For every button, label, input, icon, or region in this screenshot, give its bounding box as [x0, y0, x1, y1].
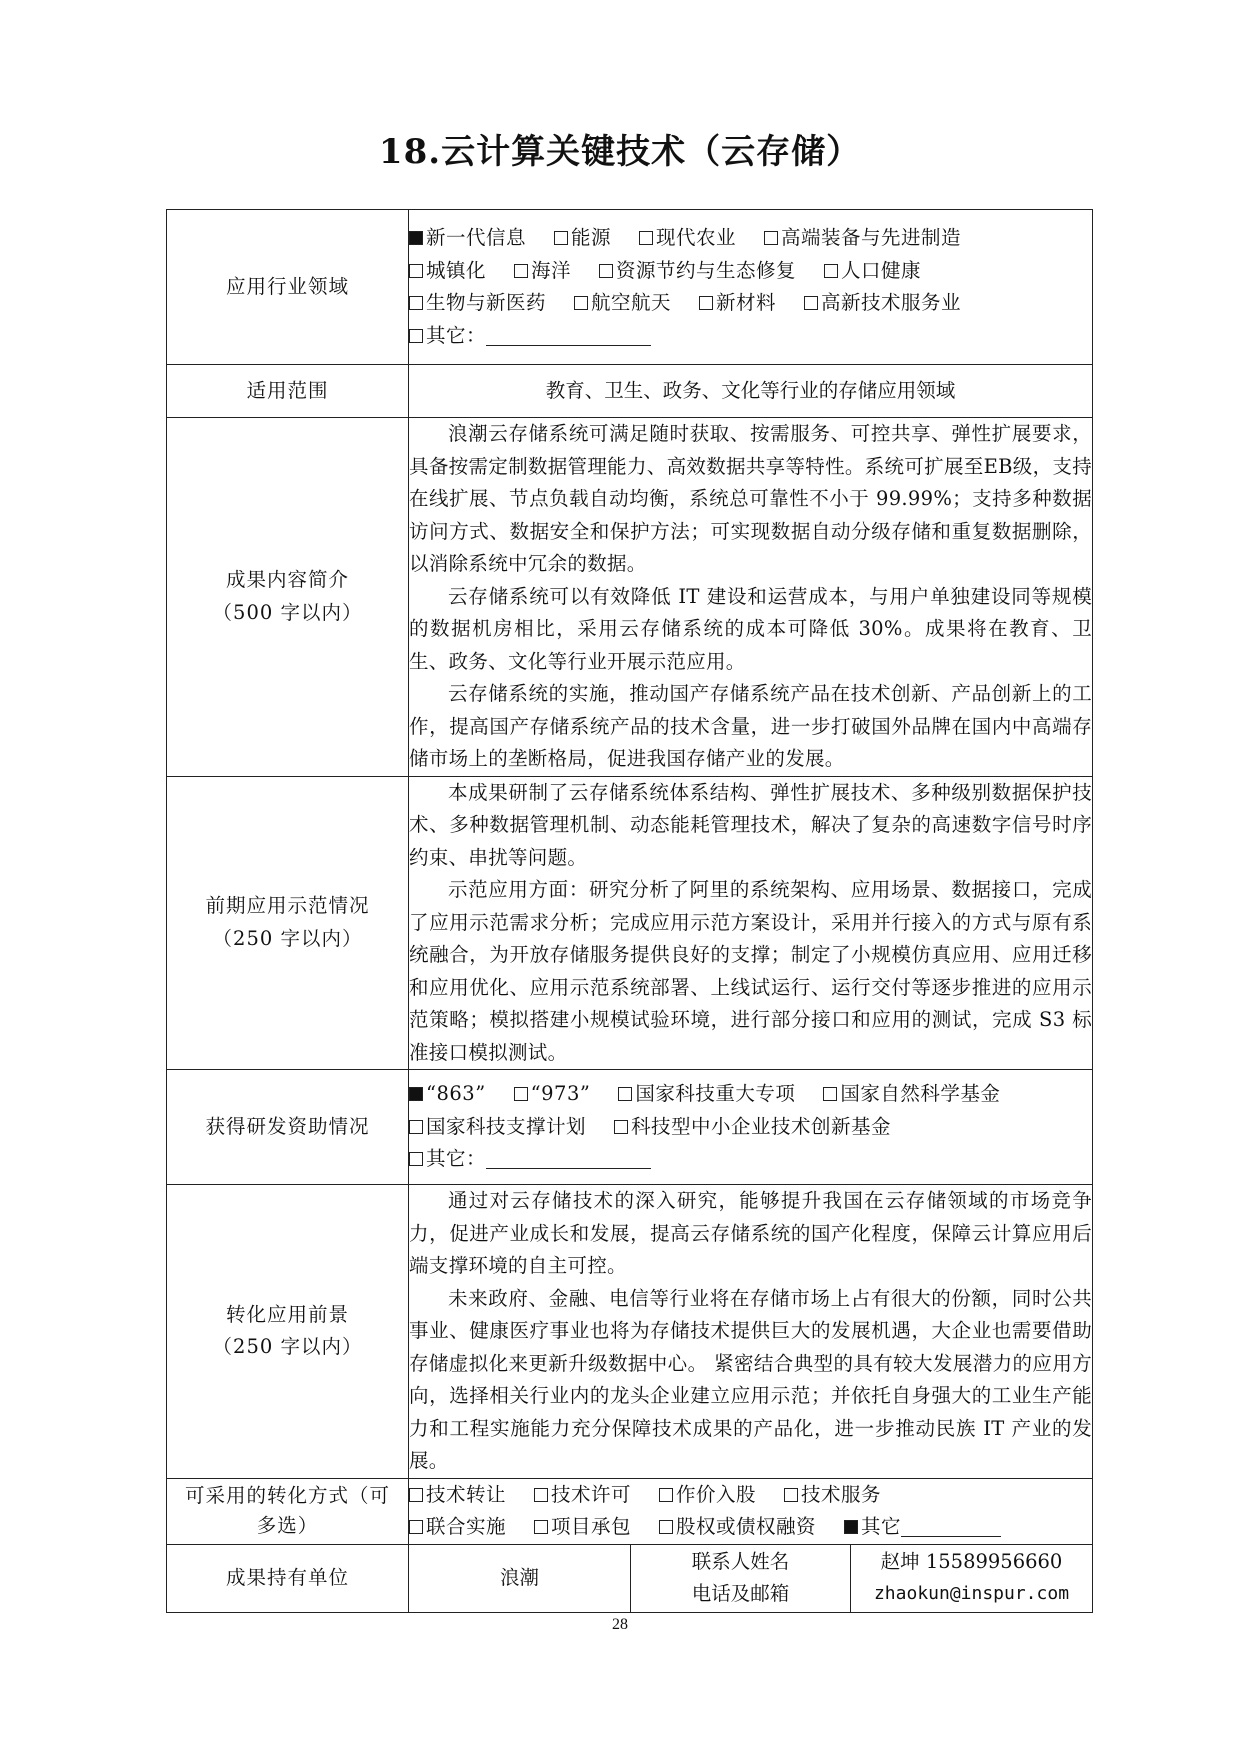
checkbox-option[interactable] [409, 1511, 506, 1544]
summary-label-cell [167, 418, 409, 777]
contact-value-cell [851, 1544, 1093, 1612]
checkbox-option[interactable] [534, 1511, 631, 1544]
contact-phone-label: 电话及邮箱 [691, 1582, 790, 1605]
demo-label-cell [167, 776, 409, 1070]
demo-sublabel: （250 字以内） [212, 926, 363, 950]
prospect-row [167, 1185, 1093, 1479]
scope-value: 教育、卫生、政务、文化等行业的存储应用领域 [409, 365, 1093, 418]
checkbox-label: 科技型中小企业技术创新基金 [631, 1114, 892, 1138]
industry-options [409, 210, 1093, 365]
checkbox[interactable] [514, 264, 528, 278]
other-blank[interactable] [901, 1514, 1001, 1537]
checkbox[interactable] [534, 1520, 548, 1534]
checkbox[interactable] [639, 231, 653, 245]
contact-name-label: 联系人姓名 [691, 1549, 790, 1573]
checkbox-option[interactable] [639, 222, 736, 255]
checkbox[interactable] [554, 231, 568, 245]
prospect-paragraph: 通过对云存储技术的深入研究，能够提升我国在云存储领域的市场竞争力，促进产业成长和发展，提高云存储系统的国产化程度，保障云计算应用后端支撑环境的自主可控。 [409, 1189, 1093, 1277]
industry-other-label: 其它： [426, 323, 487, 347]
checkbox-label: “973” [530, 1082, 591, 1106]
checkbox[interactable] [599, 264, 613, 278]
other-checkbox[interactable] [409, 329, 423, 343]
checkbox-label: 航空航天 [591, 291, 672, 314]
checkbox-option[interactable] [514, 1078, 591, 1111]
holder-row [167, 1544, 1093, 1612]
checkbox-option[interactable] [514, 255, 571, 288]
demo-row [167, 776, 1093, 1070]
checkbox[interactable] [659, 1488, 673, 1502]
checkbox-label: 技术许可 [551, 1482, 632, 1506]
summary-paragraph: 云存储系统的实施，推动国产存储系统产品在技术创新、产品创新上的工作，提高国产存储系统产品的技术含量，进一步打破国外品牌在国内中高端存储市场上的垄断格局，促进我国存储产业的发展。 [409, 682, 1093, 770]
checkbox[interactable] [804, 296, 818, 310]
checkbox-label: 生物与新医药 [426, 291, 547, 314]
checkbox[interactable] [824, 264, 838, 278]
demo-text [409, 776, 1093, 1070]
checkbox[interactable] [823, 1087, 837, 1101]
checkbox-option[interactable] [574, 287, 671, 320]
option-line [409, 1511, 1092, 1544]
prospect-label: 转化应用前景 [225, 1302, 349, 1326]
checkbox-option[interactable] [823, 1078, 1000, 1111]
checkbox-option[interactable] [409, 1111, 586, 1144]
summary-paragraph: 浪潮云存储系统可满足随时获取、按需服务、可控共享、弹性扩展要求，具备按需定制数据管理能力、高效数据共享等特性。系统可扩展至EB级，支持在线扩展、节点负载自动均衡，系统总可靠性不小于 99.99%；支持多种数据访问方式、数据安全和保护方法；可实现数据自动分级存储和重复数据删除，以消除系统中冗余的数据。 [409, 422, 1093, 575]
checkbox-label: 作价入股 [676, 1482, 757, 1506]
page-title: 18.云计算关键技术（云存储） [378, 132, 862, 172]
checkbox-label: 人口健康 [841, 258, 922, 282]
checkbox-label: “863” [426, 1082, 486, 1106]
checkbox-label: 资源节约与生态修复 [616, 258, 797, 282]
industry-option-lines [409, 222, 1092, 320]
checkbox-option[interactable] [824, 255, 921, 288]
checkbox-label: 海洋 [531, 258, 572, 282]
scope-label: 适用范围 [167, 365, 409, 418]
checkbox-option[interactable] [534, 1479, 631, 1512]
funding-options [409, 1070, 1093, 1185]
contact-name-phone: 赵坤 15589956660 [880, 1549, 1063, 1573]
prospect-paragraph: 未来政府、金融、电信等行业将在存储市场上占有很大的份额，同时公共事业、健康医疗事业也将为存储技术提供巨大的发展机遇，大企业也需要借助存储虚拟化来更新升级数据中心。 紧密结合典型的具有较大发展潜力的应用方向，选择相关行业内的龙头企业建立应用示范；并依托自身强大的工业生产能力和工程实施能力充分保障技术成果的产品化，进一步推动民族 IT 产业的发展。 [409, 1286, 1093, 1472]
checkbox[interactable] [409, 1120, 423, 1134]
prospect-label-cell [167, 1185, 409, 1479]
checkbox[interactable] [614, 1120, 628, 1134]
transfer-row [167, 1478, 1093, 1544]
checkbox-label: 能源 [571, 226, 612, 249]
summary-paragraph: 云存储系统可以有效降低 IT 建设和运营成本，与用户单独建设同等规模的数据机房相比，采用云存储系统的成本可降低 30%。成果将在教育、卫生、政务、文化等行业开展示范应用。 [409, 584, 1093, 673]
summary-label: 成果内容简介 [225, 568, 349, 592]
summary-sublabel: （500 字以内） [212, 600, 363, 624]
checkbox[interactable] [409, 1488, 423, 1502]
checked-checkbox[interactable] [409, 231, 423, 245]
option-line [409, 222, 1092, 255]
checkbox-option[interactable] [844, 1511, 1001, 1544]
checkbox-option[interactable] [764, 222, 961, 255]
demo-paragraph: 示范应用方面：研究分析了阿里的系统架构、应用场景、数据接口，完成了应用示范需求分析；完成应用示范方案设计，采用并行接入的方式与原有系统融合，为开放存储服务提供良好的支撑；制定了小规模仿真应用、应用迁移和应用优化、应用示范系统部署、上线试运行、运行交付等逐步推进的应用示范策略；模拟搭建小规模试验环境，进行部分接口和应用的测试，完成 S3 标准接口模拟测试。 [409, 878, 1093, 1064]
checkbox-label: 新一代信息 [426, 226, 527, 249]
checkbox-option[interactable] [659, 1479, 756, 1512]
funding-option-lines [409, 1078, 1092, 1143]
checkbox[interactable] [618, 1087, 632, 1101]
industry-other-blank[interactable] [486, 323, 651, 346]
checkbox[interactable] [699, 296, 713, 310]
contact-email: zhaokun@inspur.com [873, 1583, 1070, 1604]
checkbox-label: 现代农业 [656, 226, 737, 249]
checkbox[interactable] [409, 296, 423, 310]
funding-label: 获得研发资助情况 [167, 1070, 409, 1185]
achievement-form-table [166, 209, 1093, 1613]
checkbox-option[interactable] [409, 255, 486, 288]
checkbox-option[interactable] [554, 222, 611, 255]
checkbox-option[interactable] [409, 222, 526, 255]
transfer-option-lines [409, 1479, 1092, 1544]
option-line [409, 1111, 1092, 1144]
prospect-text [409, 1185, 1093, 1479]
industry-other-line [409, 320, 1092, 353]
funding-other-line [409, 1143, 1092, 1176]
contact-label-cell [631, 1544, 851, 1612]
checkbox[interactable] [409, 1520, 423, 1534]
checkbox-label: 股权或债权融资 [676, 1515, 817, 1538]
checkbox-option[interactable] [618, 1078, 795, 1111]
checkbox-option[interactable] [699, 287, 776, 320]
checkbox-label: 城镇化 [426, 258, 487, 282]
checkbox-label: 国家科技重大专项 [635, 1082, 796, 1106]
industry-row [167, 210, 1093, 365]
checkbox[interactable] [574, 296, 588, 310]
holder-value: 浪潮 [409, 1544, 631, 1612]
checkbox-option[interactable] [614, 1111, 891, 1144]
checkbox-label: 国家科技支撑计划 [426, 1114, 587, 1138]
checkbox[interactable] [514, 1087, 528, 1101]
transfer-label: 可采用的转化方式（可多选） [167, 1478, 409, 1544]
checkbox[interactable] [409, 264, 423, 278]
transfer-options [409, 1478, 1093, 1544]
other-checkbox[interactable] [409, 1152, 423, 1166]
checkbox-label: 高新技术服务业 [821, 291, 962, 314]
funding-other-blank[interactable] [486, 1146, 651, 1169]
option-line [409, 1479, 1092, 1512]
scope-row [167, 365, 1093, 418]
checkbox[interactable] [534, 1488, 548, 1502]
checkbox-option[interactable] [659, 1511, 816, 1544]
funding-row [167, 1070, 1093, 1185]
checkbox-option[interactable] [599, 255, 796, 288]
checkbox-label: 新材料 [716, 291, 777, 314]
checkbox-option[interactable] [784, 1479, 881, 1512]
checkbox-label: 其它 [861, 1515, 902, 1538]
checkbox-option[interactable] [409, 287, 546, 320]
checkbox-option[interactable] [409, 1078, 486, 1111]
checkbox-label: 技术服务 [801, 1482, 882, 1506]
checkbox-option[interactable] [804, 287, 961, 320]
option-line [409, 1078, 1092, 1111]
checkbox[interactable] [784, 1488, 798, 1502]
funding-other-label: 其它： [426, 1147, 487, 1171]
summary-row [167, 418, 1093, 777]
checkbox-label: 高端装备与先进制造 [781, 226, 962, 249]
checkbox-label: 联合实施 [426, 1515, 507, 1538]
prospect-sublabel: （250 字以内） [212, 1335, 363, 1359]
industry-label: 应用行业领域 [167, 210, 409, 365]
demo-label: 前期应用示范情况 [205, 894, 370, 918]
checkbox-label: 技术转让 [426, 1482, 507, 1506]
demo-paragraph: 本成果研制了云存储系统体系结构、弹性扩展技术、多种级别数据保护技术、多种数据管理机制、动态能耗管理技术，解决了复杂的高速数字信号时序约束、串扰等问题。 [409, 780, 1093, 869]
summary-text [409, 418, 1093, 777]
checkbox[interactable] [659, 1520, 673, 1534]
page-number: 28 [612, 1616, 628, 1633]
holder-label: 成果持有单位 [167, 1544, 409, 1612]
option-line [409, 287, 1092, 320]
checked-checkbox[interactable] [409, 1087, 423, 1101]
checked-checkbox[interactable] [844, 1520, 858, 1534]
checkbox[interactable] [764, 231, 778, 245]
checkbox-label: 项目承包 [551, 1515, 632, 1538]
option-line [409, 255, 1092, 288]
checkbox-label: 国家自然科学基金 [840, 1082, 1001, 1106]
checkbox-option[interactable] [409, 1479, 506, 1512]
